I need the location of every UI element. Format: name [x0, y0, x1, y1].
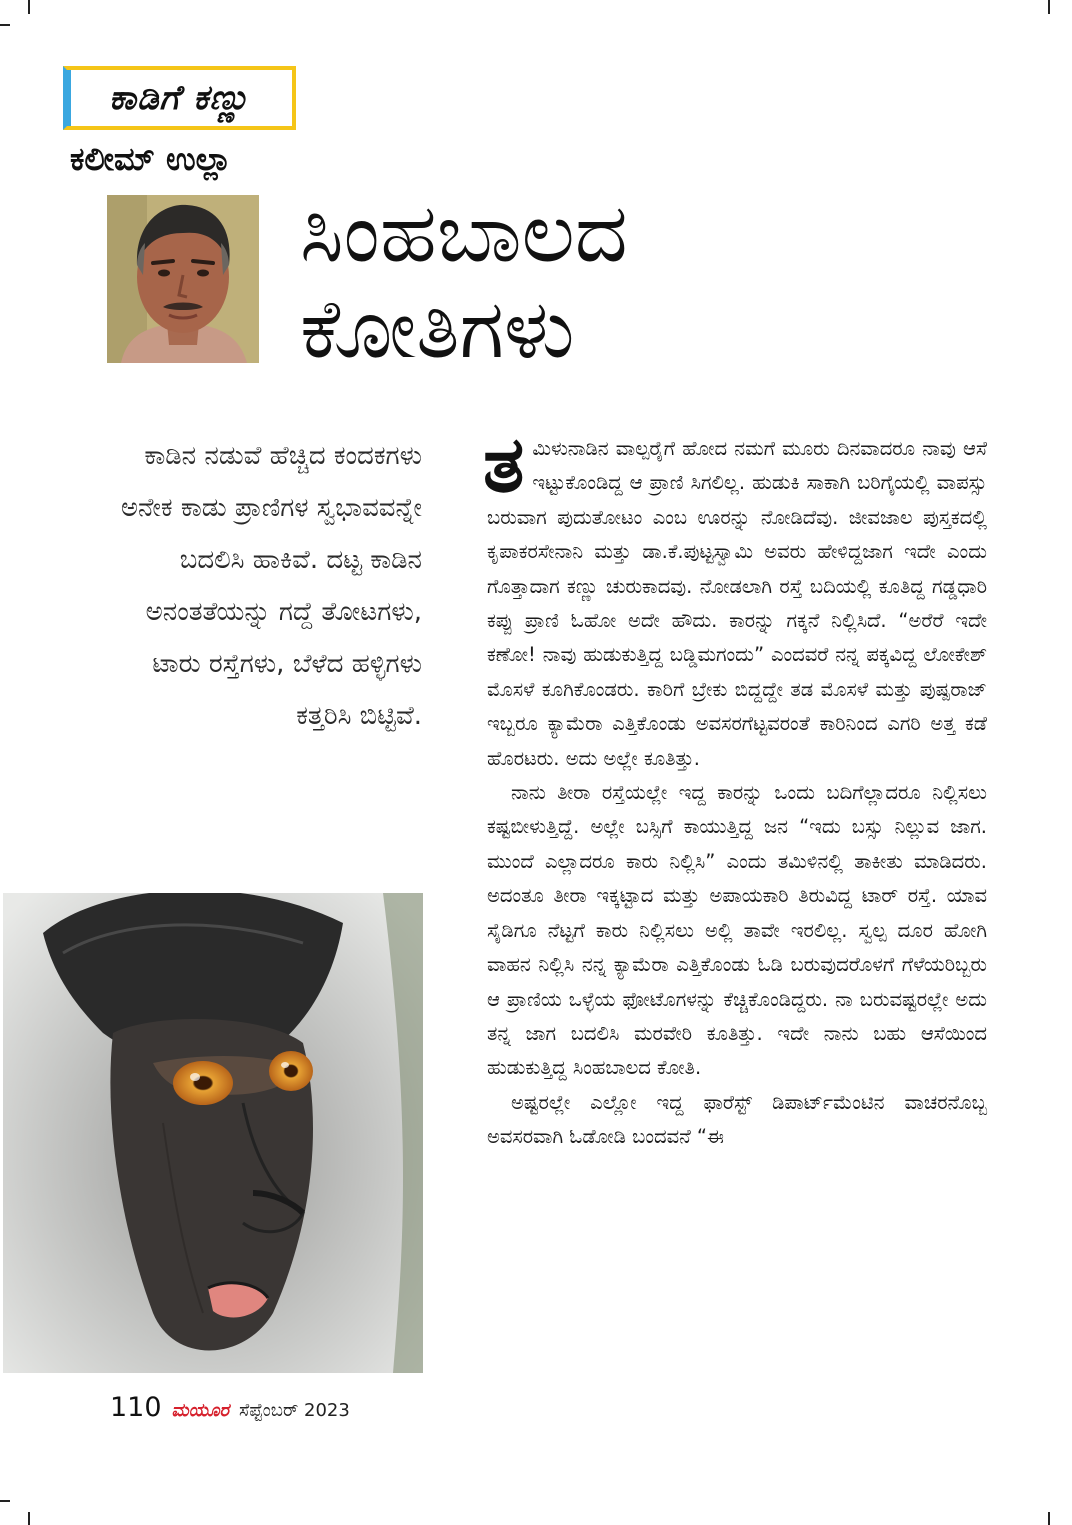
pull-quote: ಕಾಡಿನ ನಡುವೆ ಹೆಚ್ಚಿದ ಕಂದಕಗಳು ಅನೇಕ ಕಾಡು ಪ್ರಾಣಿಗಳ ಸ್ವಭಾವವನ್ನೇ ಬದಲಿಸಿ ಹಾಕಿವೆ. ದಟ್ಟ ಕಾಡಿನ ಅನಂತತೆಯನ್ನು ಗದ್ದೆ ತೋಟಗಳು, ಟಾರು ರಸ್ತೆಗಳು, ಬೆಳೆದ ಹಳ್ಳಿಗಳು ಕತ್ತರಿಸಿ ಬಿಟ್ಟಿವೆ.: [120, 441, 422, 731]
author-portrait-illustration: [107, 195, 259, 363]
page-number: 110: [110, 1392, 162, 1423]
lion-tailed-macaque-photo: [3, 893, 423, 1373]
headline-line-1: ಸಿಂಹಬಾಲದ: [300, 186, 628, 281]
drop-cap: ತ: [483, 420, 525, 510]
crop-mark-top-left: [28, 0, 30, 14]
article-headline: [300, 186, 628, 378]
macaque-face-illustration: [3, 893, 423, 1373]
author-photo: [107, 195, 259, 363]
magazine-name: ಮಯೂರ: [171, 1400, 229, 1421]
crop-mark-bottom-right: [1048, 1512, 1050, 1525]
article-paragraph-1: [483, 420, 987, 776]
article-paragraph-2: ನಾನು ತೀರಾ ರಸ್ತೆಯಲ್ಲೇ ಇದ್ದ ಕಾರನ್ನು ಒಂದು ಬದಿಗೆಲ್ಲಾದರೂ ನಿಲ್ಲಿಸಲು ಕಷ್ಟಬೀಳುತ್ತಿದ್ದೆ. ಅಲ್ಲೇ ಬಸ್ಸಿಗೆ ಕಾಯುತ್ತಿದ್ದ ಜನ “ಇದು ಬಸ್ಸು ನಿಲ್ಲುವ ಜಾಗ. ಮುಂದೆ ಎಲ್ಲಾದರೂ ಕಾರು ನಿಲ್ಲಿಸಿ” ಎಂದು ತಮಿಳಿನಲ್ಲಿ ತಾಕೀತು ಮಾಡಿದರು. ಅದಂತೂ ತೀರಾ ಇಕ್ಕಟ್ಟಾದ ಮತ್ತು ಅಪಾಯಕಾರಿ ತಿರುವಿದ್ದ ಟಾರ್ ರಸ್ತೆ. ಯಾವ ಸೈಡಿಗೂ ನೆಟ್ಟಗೆ ಕಾರು ನಿಲ್ಲಿಸಲು ಅಲ್ಲಿ ತಾವೇ ಇರಲಿಲ್ಲ. ಸ್ವಲ್ಪ ದೂರ ಹೋಗಿ ವಾಹನ ನಿಲ್ಲಿಸಿ ನನ್ನ ಕ್ಯಾಮೆರಾ ಎತ್ತಿಕೊಂಡು ಓಡಿ ಬರುವುದರೊಳಗೆ ಗೆಳೆಯರಿಬ್ಬರು ಆ ಪ್ರಾಣಿಯ ಒಳ್ಳೆಯ ಫೋಟೊಗಳನ್ನು ಕೆಚ್ಚಿಕೊಂಡಿದ್ದರು. ನಾ ಬರುವಷ್ಟರಲ್ಲೇ ಅದು ತನ್ನ ಜಾಗ ಬದಲಿಸಿ ಮರವೇರಿ ಕೂತಿತ್ತು. ಇದೇ ನಾನು ಬಹು ಆಸೆಯಿಂದ ಹುಡುಕುತ್ತಿದ್ದ ಸಿಂಹಬಾಲದ ಕೋತಿ.: [487, 781, 987, 1080]
headline-line-2: ಕೋತಿಗಳು: [300, 282, 575, 377]
issue-date: ಸೆಪ್ಟೆಂಬರ್ 2023: [238, 1400, 350, 1421]
column-logo: [63, 66, 296, 130]
column-logo-text: ಕಾಡಿಗೆ ಕಣ್ಣು: [108, 78, 251, 118]
page-footer: [110, 1392, 350, 1423]
author-name: ಕಲೀಮ್ ಉಲ್ಲಾ: [70, 140, 232, 178]
crop-mark-left-upper: [0, 24, 10, 26]
crop-mark-top-right: [1048, 0, 1050, 14]
paragraph-1-text: ಮಿಳುನಾಡಿನ ವಾಲ್ಪರೈಗೆ ಹೋದ ನಮಗೆ ಮೂರು ದಿನವಾದರೂ ನಾವು ಆಸೆ ಇಟ್ಟುಕೊಂಡಿದ್ದ ಆ ಪ್ರಾಣಿ ಸಿಗಲಿಲ್ಲ. ಹುಡುಕಿ ಸಾಕಾಗಿ ಬರಿಗೈಯಲ್ಲಿ ವಾಪಸ್ಸು ಬರುವಾಗ ಪುದುತೋಟಂ ಎಂಬ ಊರನ್ನು ನೋಡಿದೆವು. ಜೀವಜಾಲ ಪುಸ್ತಕದಲ್ಲಿ ಕೃಪಾಕರಸೇನಾನಿ ಮತ್ತು ಡಾ.ಕೆ.ಪುಟ್ಟಸ್ವಾಮಿ ಅವರು ಹೇಳಿದ್ದಜಾಗ ಇದೇ ಎಂದು ಗೊತ್ತಾದಾಗ ಕಣ್ಣು ಚುರುಕಾದವು. ನೋಡಲಾಗಿ ರಸ್ತೆ ಬದಿಯಲ್ಲಿ ಕೂತಿದ್ದ ಗಡ್ಡಧಾರಿ ಕಪ್ಪು ಪ್ರಾಣಿ ಓಹೋ ಅದೇ ಹೌದು. ಕಾರನ್ನು ಗಕ್ಕನೆ ನಿಲ್ಲಿಸಿದೆ. “ಅರೆರೆ ಇದೇ ಕಣೋ! ನಾವು ಹುಡುಕುತ್ತಿದ್ದ ಬಡ್ಡಿಮಗಂದು” ಎಂದವರೆ ನನ್ನ ಪಕ್ಕವಿದ್ದ ಲೋಕೇಶ್ ಮೊಸಳೆ ಕೂಗಿಕೊಂಡರು. ಕಾರಿಗೆ ಬ್ರೇಕು ಬಿದ್ದದ್ದೇ ತಡ ಮೊಸಳೆ ಮತ್ತು ಪುಷ್ಪರಾಜ್ ಇಬ್ಬರೂ ಕ್ಯಾಮೆರಾ ಎತ್ತಿಕೊಂಡು ಅವಸರಗೆಟ್ಟವರಂತೆ ಕಾರಿನಿಂದ ಎಗರಿ ಅತ್ತ ಕಡೆ ಹೊರಟರು. ಅದು ಅಲ್ಲೇ ಕೂತಿತ್ತು.: [487, 437, 987, 770]
crop-mark-left-lower: [0, 1500, 10, 1502]
crop-mark-bottom-left: [28, 1512, 30, 1525]
article-body: [483, 420, 987, 1155]
article-paragraph-3: ಅಷ್ಟರಲ್ಲೇ ಎಲ್ಲೋ ಇದ್ದ ಫಾರೆಸ್ಟ್ ಡಿಪಾರ್ಟ್‌ಮೆಂಟಿನ ವಾಚರನೊಬ್ಬ ಅವಸರವಾಗಿ ಓಡೋಡಿ ಬಂದವನೆ “ಈ: [487, 1090, 987, 1149]
